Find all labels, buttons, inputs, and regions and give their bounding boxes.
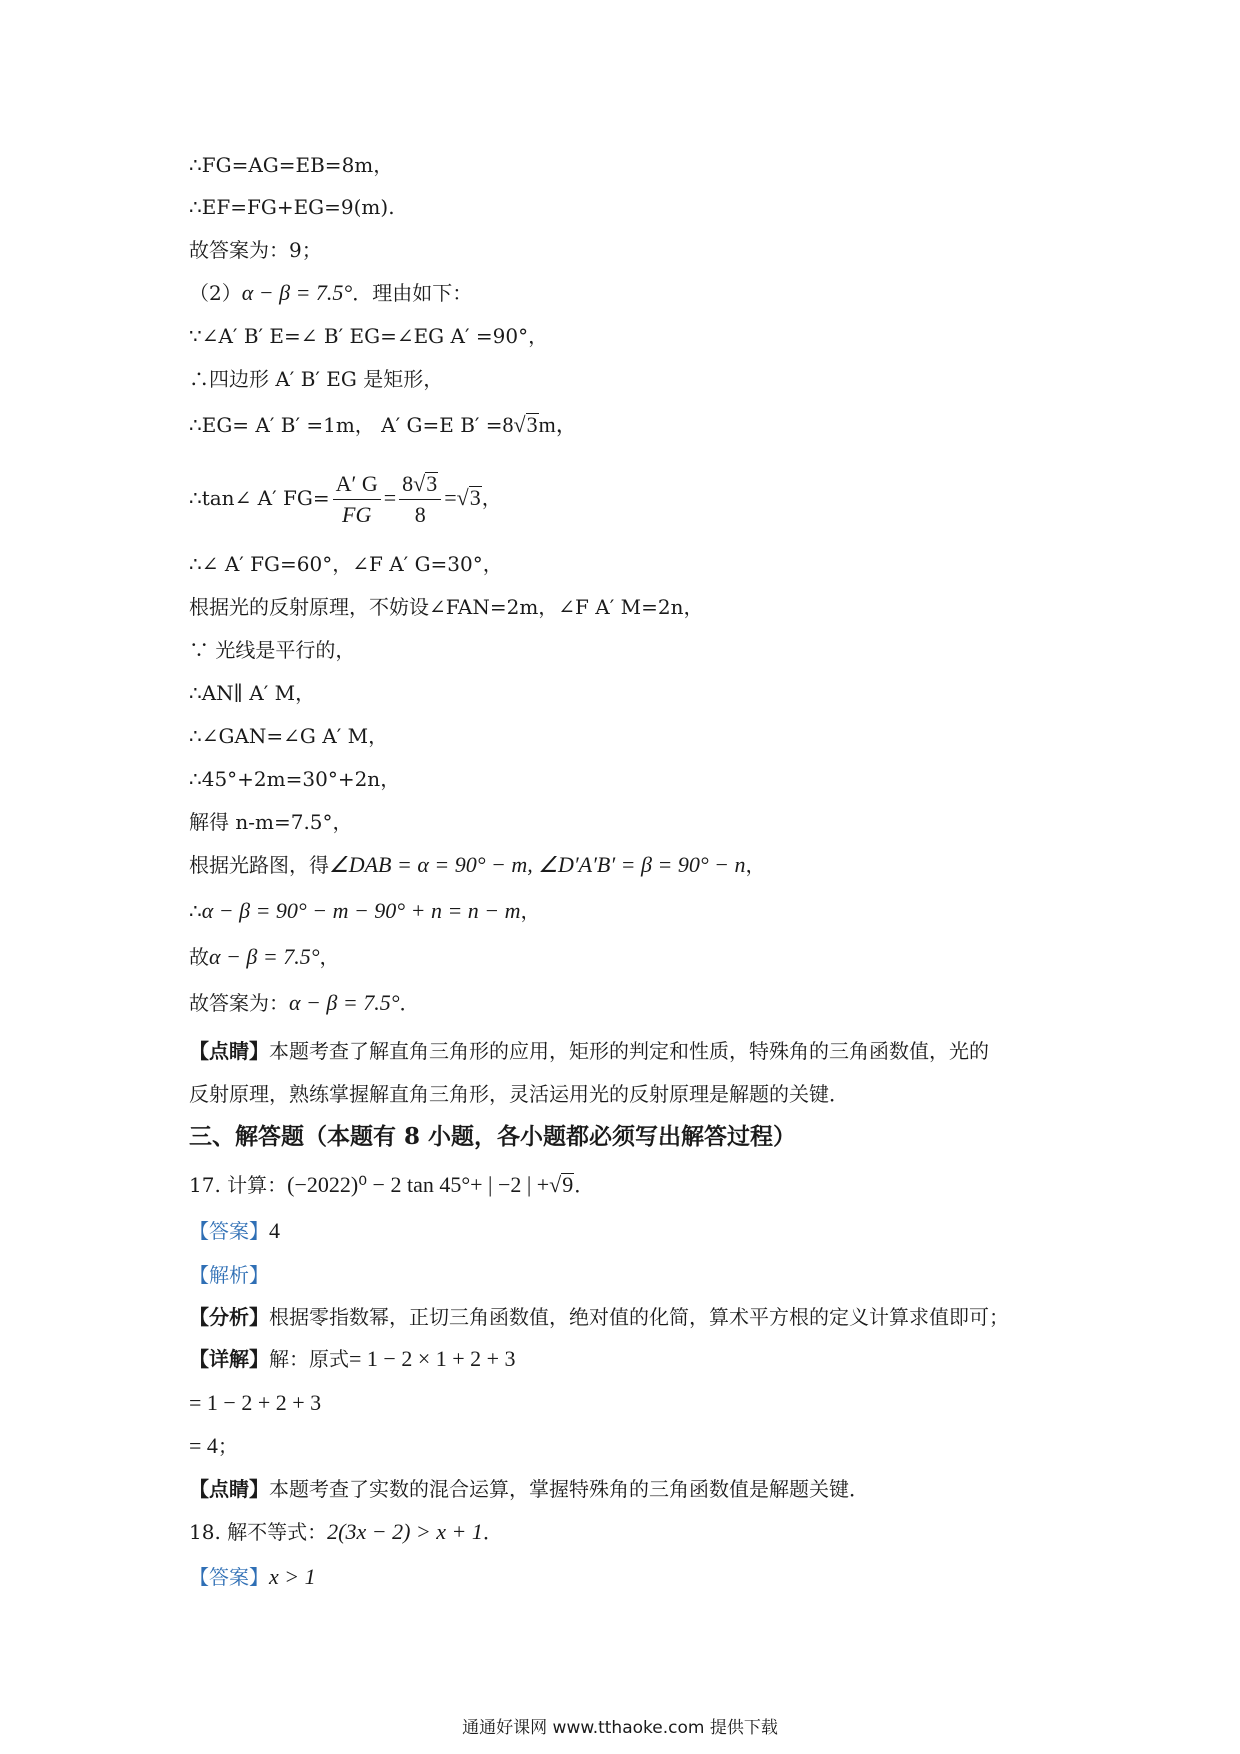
question-label: 18. 解不等式： [189,1520,328,1544]
page-footer: 通通好课网 www.tthaoke.com 提供下载 [462,1718,778,1738]
sqrt-radicand: 9 [562,1172,574,1197]
answer-tag: 【答案】 [189,1219,269,1243]
analysis-line [189,1304,1009,1330]
text: ∴tan∠ A′ FG= [189,486,330,510]
answer-value: 4 [269,1218,280,1243]
text: 故 [189,945,209,969]
text-line: ∴FG=AG=EB=8m， [189,153,394,177]
text: 解：原式 [269,1347,349,1371]
text: ∴ [189,899,202,923]
text-line: ∴AN∥ A′ M， [189,681,316,705]
text: ， [520,899,541,923]
text-line: ∴∠GAN=∠G A′ M， [189,724,389,748]
math-expression: 2(3x − 2) > x + 1 [327,1519,483,1544]
detail-line [189,1346,516,1372]
text: 故答案为： [189,991,289,1015]
text: ∴EG= A′ B′ =1m， A′ G=E B′ = [189,413,503,437]
unit: m， [538,412,578,437]
text-line [189,412,578,438]
detail-label: 【详解】 [189,1347,269,1371]
text: 本题考查了实数的混合运算，掌握特殊角的三角函数值是解题关键． [269,1477,869,1501]
numerator: A′ G [333,469,381,500]
text: ． [574,1173,595,1197]
equals: = [444,485,457,510]
fraction-line [189,466,502,530]
answer-value: x > 1 [269,1564,316,1589]
denominator: FG [342,502,372,527]
text: ， [319,945,340,969]
comment-line [189,1476,869,1502]
text-line [189,990,420,1016]
text-line: ∴四边形 A′ B′ EG 是矩形， [189,367,444,391]
text: ． [482,1520,503,1544]
equals: = [383,485,397,510]
text-line: ∵∠A′ B′ E=∠ B′ EG=∠EG A′ =90°， [189,324,549,348]
analysis-label: 【分析】 [189,1305,269,1329]
text-line: ∴45°+2m=30°+2n， [189,767,401,791]
text: 本题考查了解直角三角形的应用，矩形的判定和性质，特殊角的三角函数值，光的 [269,1039,989,1063]
text: ， [745,853,766,877]
comment-tag: 【点睛】 [189,1477,269,1501]
text-line: 根据光的反射原理，不妨设∠FAN=2m，∠F A′ M=2n， [189,595,704,619]
fraction [333,469,381,530]
math-expression: = 4 [189,1433,218,1458]
text-line: 故答案为：9； [189,238,322,262]
sqrt-symbol: √ [513,412,526,437]
comment-line [189,1038,989,1064]
sqrt-symbol: √ [549,1172,562,1197]
text: 根据零指数幂，正切三角函数值，绝对值的化简，算术平方根的定义计算求值即可； [269,1305,1009,1329]
analysis-tag: 【解析】 [189,1263,269,1287]
math-expression: α − β = 7.5° [209,944,320,969]
math-expression: α − β = 7.5° [241,280,353,305]
math-expression: ∠DAB = α = 90° − m, ∠D′A′B′ = β = 90° − n [329,852,746,877]
answer-line [189,1564,316,1590]
question-label: 17. 计算： [189,1173,288,1197]
text-line: 反射原理，熟练掌握解直角三角形，灵活运用光的反射原理是解题的关键． [189,1082,849,1106]
sqrt-radicand: 3 [426,471,438,496]
text-line: ∴EF=FG+EG=9(m). [189,195,395,219]
sqrt-symbol: √ [456,485,469,510]
answer-line [189,1218,280,1244]
math-expression: α − β = 90° − m − 90° + n = n − m [201,898,521,923]
sqrt-radicand: 3 [469,485,481,510]
text-line: 解得 n-m=7.5°， [189,810,353,834]
text-line: ∵ 光线是平行的， [189,638,356,662]
question-17 [189,1172,594,1198]
math-expression: α − β = 7.5° [289,990,400,1015]
numerator: 8√3 [399,469,441,500]
text: ； [217,1434,238,1458]
text: ．理由如下： [352,281,473,305]
math-number: 8 [502,412,514,437]
math-number: 8 [402,471,414,496]
part-label: （2） [189,281,242,305]
text-line: ∴∠ A′ FG=60°，∠F A′ G=30°， [189,552,503,576]
section-heading: 三、解答题（本题有 8 小题，各小题都必须写出解答过程） [189,1123,797,1150]
text-line [189,280,472,306]
answer-tag: 【答案】 [189,1565,269,1589]
text-line [189,852,765,878]
math-expression: (−2022)⁰ − 2 tan 45°+ | −2 | + [287,1172,550,1197]
math-expression: = 1 − 2 × 1 + 2 + 3 [349,1346,516,1371]
denominator: 8 [414,502,426,527]
text: ． [399,991,420,1015]
text: 根据光路图，得 [189,853,329,877]
text: ， [481,486,502,510]
question-18 [189,1519,503,1545]
sqrt-radicand: 3 [526,412,538,437]
text-line [189,944,340,970]
math-line: = 1 − 2 + 2 + 3 [189,1390,322,1415]
text-line [189,898,541,924]
math-line [189,1433,238,1459]
fraction [399,469,441,530]
comment-tag: 【点睛】 [189,1039,269,1063]
